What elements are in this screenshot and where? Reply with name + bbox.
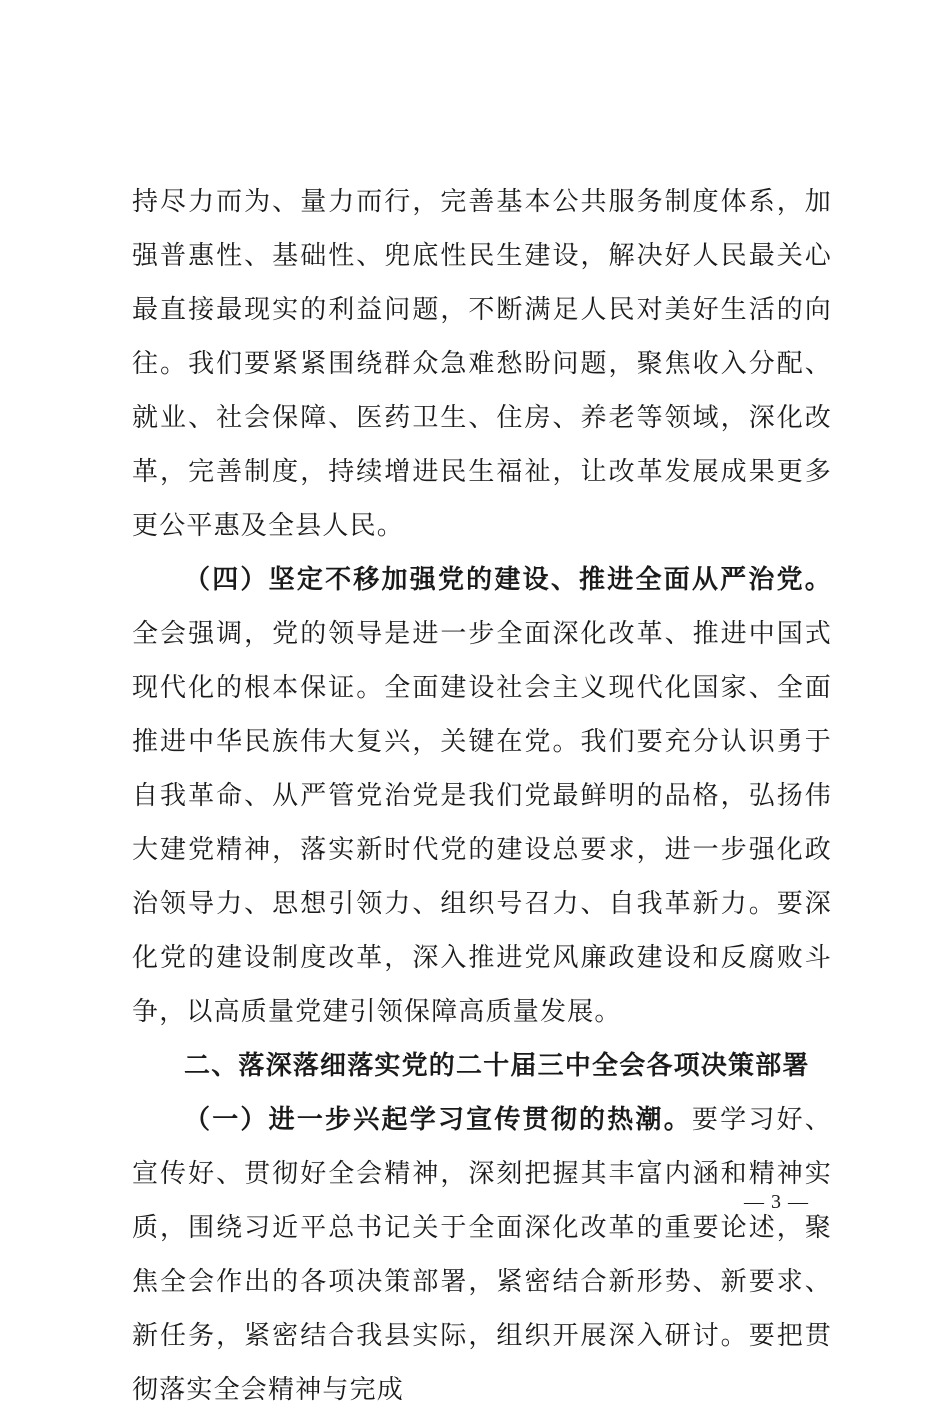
paragraph-study-promotion [132,1093,832,1417]
paragraph-text: 持尽力而为、量力而行，完善基本公共服务制度体系，加强普惠性、基础性、兜底性民生建设，解决好人民最关心最直接最现实的利益问题，不断满足人民对美好生活的向往。我们要紧紧围绕群众急难愁盼问题，聚焦收入分配、就业、社会保障、医药卫生、住房、养老等领域，深化改革，完善制度，持续增进民生福祉，让改革发展成果更多更公平惠及全县人民。 [132,187,832,541]
page-number: — 3 — [744,1191,809,1213]
paragraph-text: 要学习好、宣传好、贯彻好全会精神，深刻把握其丰富内涵和精神实质，围绕习近平总书记关于全面深化改革的重要论述，聚焦全会作出的各项决策部署，紧密结合新形势、新要求、新任务，紧密结合我县实际，组织开展深入研讨。要把贯彻落实全会精神与完成 [132,1105,832,1405]
paragraph-lead: （四）坚定不移加强党的建设、推进全面从严治党。 [184,565,832,595]
paragraph-continuation [132,175,832,553]
section-heading: 二、落深落细落实党的二十届三中全会各项决策部署 [184,1051,810,1081]
paragraph-lead: （一）进一步兴起学习宣传贯彻的热潮。 [184,1105,692,1135]
body-text [132,175,832,1417]
paragraph-party-building [132,553,832,1039]
paragraph-text: 全会强调，党的领导是进一步全面深化改革、推进中国式现代化的根本保证。全面建设社会主义现代化国家、全面推进中华民族伟大复兴，关键在党。我们要充分认识勇于自我革命、从严管党治党是我们党最鲜明的品格，弘扬伟大建党精神，落实新时代党的建设总要求，进一步强化政治领导力、思想引领力、组织号召力、自我革新力。要深化党的建设制度改革，深入推进党风廉政建设和反腐败斗争，以高质量党建引领保障高质量发展。 [132,619,832,1027]
